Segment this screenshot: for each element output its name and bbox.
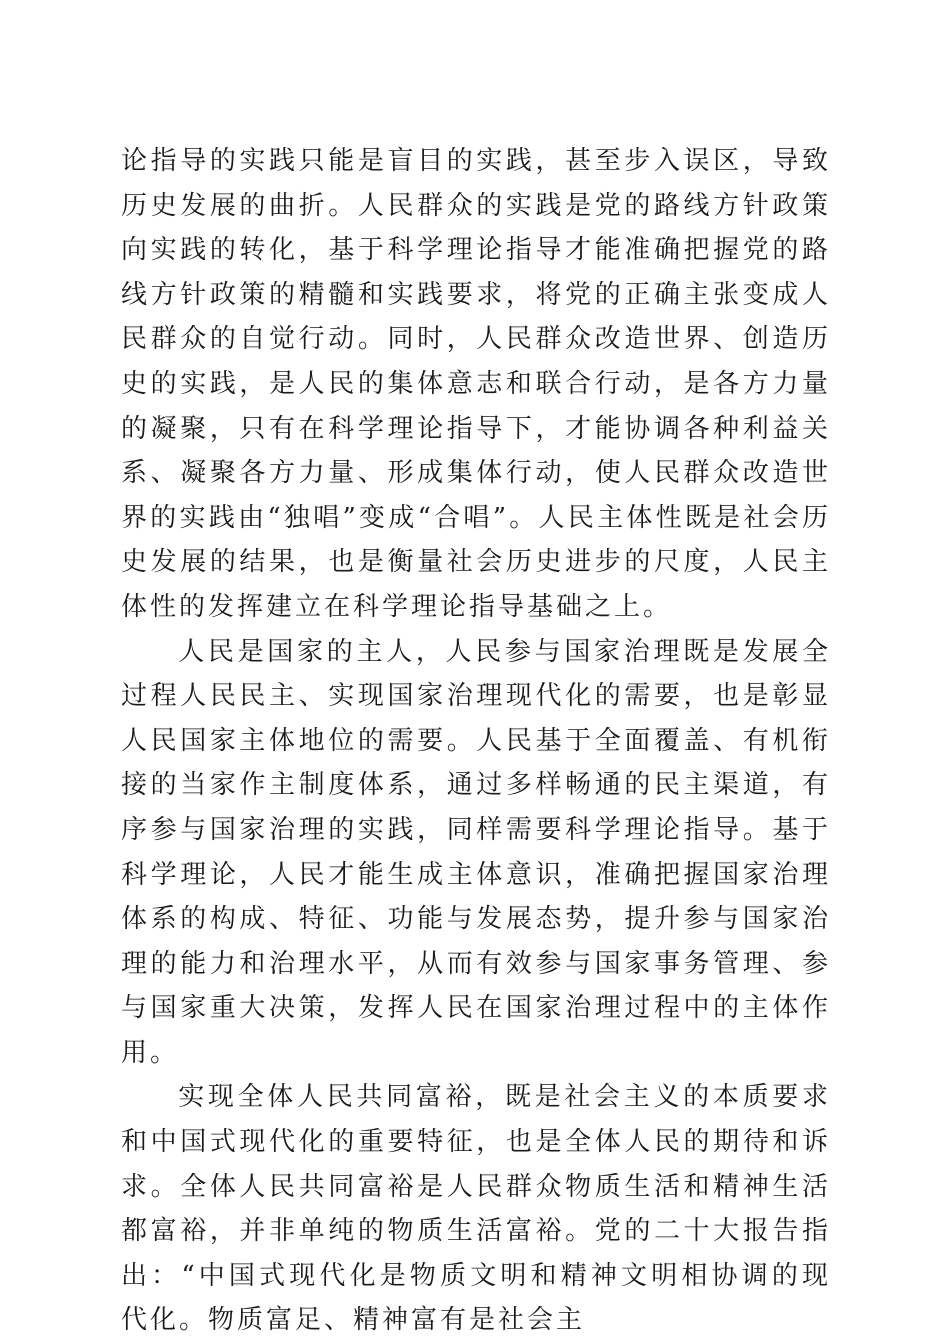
body-text	[121, 139, 831, 1343]
paragraph-continued: 论指导的实践只能是盲目的实践，甚至步入误区，导致历史发展的曲折。人民群众的实践是党的路线方针政策向实践的转化，基于科学理论指导才能准确把握党的路线方针政策的精髓和实践要求，将党的正确主张变成人民群众的自觉行动。同时，人民群众改造世界、创造历史的实践，是人民的集体意志和联合行动，是各方力量的凝聚，只有在科学理论指导下，才能协调各种利益关系、凝聚各方力量、形成集体行动，使人民群众改造世界的实践由“独唱”变成“合唱”。人民主体性既是社会历史发展的结果，也是衡量社会历史进步的尺度，人民主体性的发挥建立在科学理论指导基础之上。	[121, 146, 831, 622]
paragraph-common-prosperity: 实现全体人民共同富裕，既是社会主义的本质要求和中国式现代化的重要特征，也是全体人民的期待和诉求。全体人民共同富裕是人民群众物质生活和精神生活都富裕，并非单纯的物质生活富裕。党的二十大报告指出：“中国式现代化是物质文明和精神文明相协调的现代化。物质富足、精神富有是社会主	[121, 1082, 831, 1336]
paragraph-national-governance: 人民是国家的主人，人民参与国家治理既是发展全过程人民民主、实现国家治理现代化的需要，也是彰显人民国家主体地位的需要。人民基于全面覆盖、有机衔接的当家作主制度体系，通过多样畅通的民主渠道，有序参与国家治理的实践，同样需要科学理论指导。基于科学理论，人民才能生成主体意识，准确把握国家治理体系的构成、特征、功能与发展态势，提升参与国家治理的能力和治理水平，从而有效参与国家事务管理、参与国家重大决策，发挥人民在国家治理过程中的主体作用。	[121, 636, 831, 1068]
